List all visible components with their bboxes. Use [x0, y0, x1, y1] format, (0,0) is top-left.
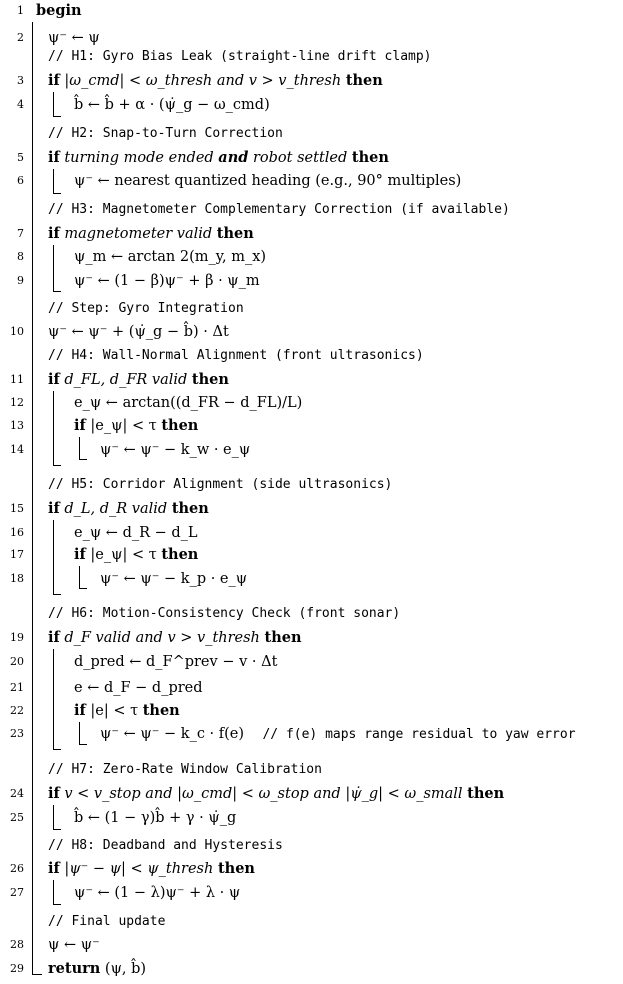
block-bar: [53, 805, 54, 829]
line-number: 27: [10, 886, 24, 899]
block-bar: [53, 649, 54, 749]
block-bar-end: [53, 904, 61, 905]
line-number: 23: [10, 727, 24, 740]
line-number: 22: [10, 704, 24, 717]
line-23: [100, 725, 576, 744]
then-keyword: then: [161, 417, 199, 434]
line-number: 6: [17, 174, 24, 187]
line-number: 14: [10, 443, 24, 456]
line-number: 16: [10, 526, 24, 539]
block-bar: [53, 880, 54, 904]
and-keyword: and: [218, 149, 249, 166]
line-2: ψ⁻ ← ψ: [48, 30, 100, 46]
block-bar-end: [53, 291, 61, 292]
comment-h3: // H3: Magnetometer Complementary Correction (if available): [48, 202, 510, 217]
line-number: 9: [17, 274, 24, 287]
line-21: e ← d_F − d_pred: [74, 680, 203, 696]
line-18: ψ⁻ ← ψ⁻ − k_p · e_ψ: [100, 571, 248, 587]
then-keyword: then: [216, 225, 254, 242]
line-15-condition: d_L, d_R valid: [64, 501, 168, 517]
line-number: 12: [10, 396, 24, 409]
line-23-expression: ψ⁻ ← ψ⁻ − k_c · f(e): [100, 726, 245, 742]
block-bar-main-end: [32, 974, 42, 975]
line-9: ψ⁻ ← (1 − β)ψ⁻ + β · ψ_m: [74, 273, 260, 289]
line-number: 18: [10, 572, 24, 585]
line-5-condition-b: robot settled: [252, 150, 348, 166]
line-4: b̂ ← b̂ + α · (ψ̇_g − ω_cmd): [74, 97, 270, 113]
line-27: ψ⁻ ← (1 − λ)ψ⁻ + λ · ψ: [74, 885, 241, 901]
line-11: [48, 371, 229, 389]
line-26-condition: |ψ⁻ − ψ| < ψ_thresh: [64, 861, 214, 877]
line-6: ψ⁻ ← nearest quantized heading (e.g., 90° multiples): [74, 173, 462, 189]
line-number: 28: [10, 938, 24, 951]
block-bar-end: [79, 459, 87, 460]
block-bar: [79, 437, 80, 459]
line-number: 7: [17, 227, 24, 240]
line-number: 26: [10, 862, 24, 875]
comment-h4: // H4: Wall-Normal Alignment (front ultrasonics): [48, 348, 424, 363]
line-5: [48, 149, 389, 167]
line-number: 15: [10, 502, 24, 515]
if-keyword: if: [74, 702, 86, 719]
line-number: 3: [17, 74, 24, 87]
line-16: e_ψ ← d_R − d_L: [74, 525, 198, 541]
if-keyword: if: [48, 500, 60, 517]
block-bar-end: [53, 749, 61, 750]
then-keyword: then: [217, 860, 255, 877]
line-19: [48, 629, 302, 647]
line-17: [74, 546, 198, 564]
line-10: ψ⁻ ← ψ⁻ + (ψ̇_g − b̂) · Δt: [48, 324, 229, 340]
line-29: [48, 960, 146, 978]
then-keyword: then: [264, 629, 302, 646]
then-keyword: then: [345, 72, 383, 89]
if-keyword: if: [48, 371, 60, 388]
line-22-condition: |e| < τ: [90, 703, 139, 719]
line-number: 24: [10, 787, 24, 800]
comment-h7: // H7: Zero-Rate Window Calibration: [48, 762, 322, 777]
line-19-condition: d_F valid and v > v_thresh: [64, 630, 260, 646]
line-number: 13: [10, 419, 24, 432]
if-keyword: if: [48, 785, 60, 802]
line-number: 17: [10, 548, 24, 561]
block-bar-main: [32, 22, 33, 974]
line-number: 21: [10, 681, 24, 694]
line-number: 25: [10, 811, 24, 824]
line-number: 4: [17, 98, 24, 111]
line-11-condition: d_FL, d_FR valid: [64, 372, 188, 388]
then-keyword: then: [351, 149, 389, 166]
comment-h1: // H1: Gyro Bias Leak (straight-line drift clamp): [48, 49, 432, 64]
block-bar: [53, 245, 54, 291]
line-22: [74, 702, 180, 720]
block-bar-end: [79, 588, 87, 589]
if-keyword: if: [48, 629, 60, 646]
line-20: d_pred ← d_F^prev − v · Δt: [74, 654, 278, 670]
block-bar: [53, 169, 54, 193]
line-12: e_ψ ← arctan((d_FR − d_FL)/L): [74, 395, 303, 411]
block-bar: [79, 566, 80, 588]
line-7-condition: magnetometer valid: [64, 226, 213, 242]
line-5-condition-a: turning mode ended: [64, 150, 214, 166]
then-keyword: then: [171, 500, 209, 517]
line-number: 5: [17, 151, 24, 164]
block-bar-end: [53, 829, 61, 830]
line-number: 1: [17, 4, 24, 17]
block-bar-end: [53, 465, 61, 466]
then-keyword: then: [191, 371, 229, 388]
comment-h6: // H6: Motion-Consistency Check (front sonar): [48, 606, 401, 621]
line-3-condition: |ω_cmd| < ω_thresh and v > v_thresh: [64, 73, 342, 89]
line-8: ψ_m ← arctan 2(m_y, m_x): [74, 249, 267, 265]
line-25: b̂ ← (1 − γ)b̂ + γ · ψ̇_g: [74, 810, 237, 826]
then-keyword: then: [142, 702, 180, 719]
then-keyword: then: [161, 546, 199, 563]
line-29-expression: (ψ, b̂): [104, 961, 147, 977]
then-keyword: then: [467, 785, 505, 802]
line-7: [48, 225, 254, 243]
line-number: 20: [10, 655, 24, 668]
if-keyword: if: [74, 417, 86, 434]
block-bar-end: [53, 116, 61, 117]
line-number: 8: [17, 250, 24, 263]
block-bar-end: [53, 193, 61, 194]
return-keyword: return: [48, 960, 101, 977]
comment-final: // Final update: [48, 914, 166, 929]
begin-keyword: begin: [36, 2, 82, 19]
line-14: ψ⁻ ← ψ⁻ − k_w · e_ψ: [100, 442, 251, 458]
line-24: [48, 785, 504, 803]
line-number: 10: [10, 325, 24, 338]
line-3: [48, 72, 383, 90]
block-bar: [79, 722, 80, 744]
if-keyword: if: [74, 546, 86, 563]
comment-h8: // H8: Deadband and Hysteresis: [48, 838, 283, 853]
block-bar: [53, 520, 54, 594]
block-bar: [53, 391, 54, 465]
line-number: 11: [10, 373, 24, 386]
if-keyword: if: [48, 860, 60, 877]
line-number: 29: [10, 962, 24, 975]
line-26: [48, 860, 255, 878]
comment-l23: // f(e) maps range residual to yaw error: [262, 727, 576, 742]
block-bar-end: [79, 744, 87, 745]
line-number: 2: [17, 31, 24, 44]
if-keyword: if: [48, 225, 60, 242]
block-bar: [53, 92, 54, 116]
block-bar-end: [53, 594, 61, 595]
line-28: ψ ← ψ⁻: [48, 937, 100, 953]
line-24-condition: v < v_stop and |ω_cmd| < ω_stop and |ψ̇_g| < ω_small: [64, 786, 463, 802]
line-15: [48, 500, 209, 518]
comment-h2: // H2: Snap-to-Turn Correction: [48, 126, 283, 141]
line-number: 19: [10, 631, 24, 644]
comment-h5: // H5: Corridor Alignment (side ultrasonics): [48, 477, 393, 492]
if-keyword: if: [48, 149, 60, 166]
line-13: [74, 417, 198, 435]
line-13-condition: |e_ψ| < τ: [90, 418, 157, 434]
line-17-condition: |e_ψ| < τ: [90, 547, 157, 563]
if-keyword: if: [48, 72, 60, 89]
comment-step: // Step: Gyro Integration: [48, 301, 244, 316]
